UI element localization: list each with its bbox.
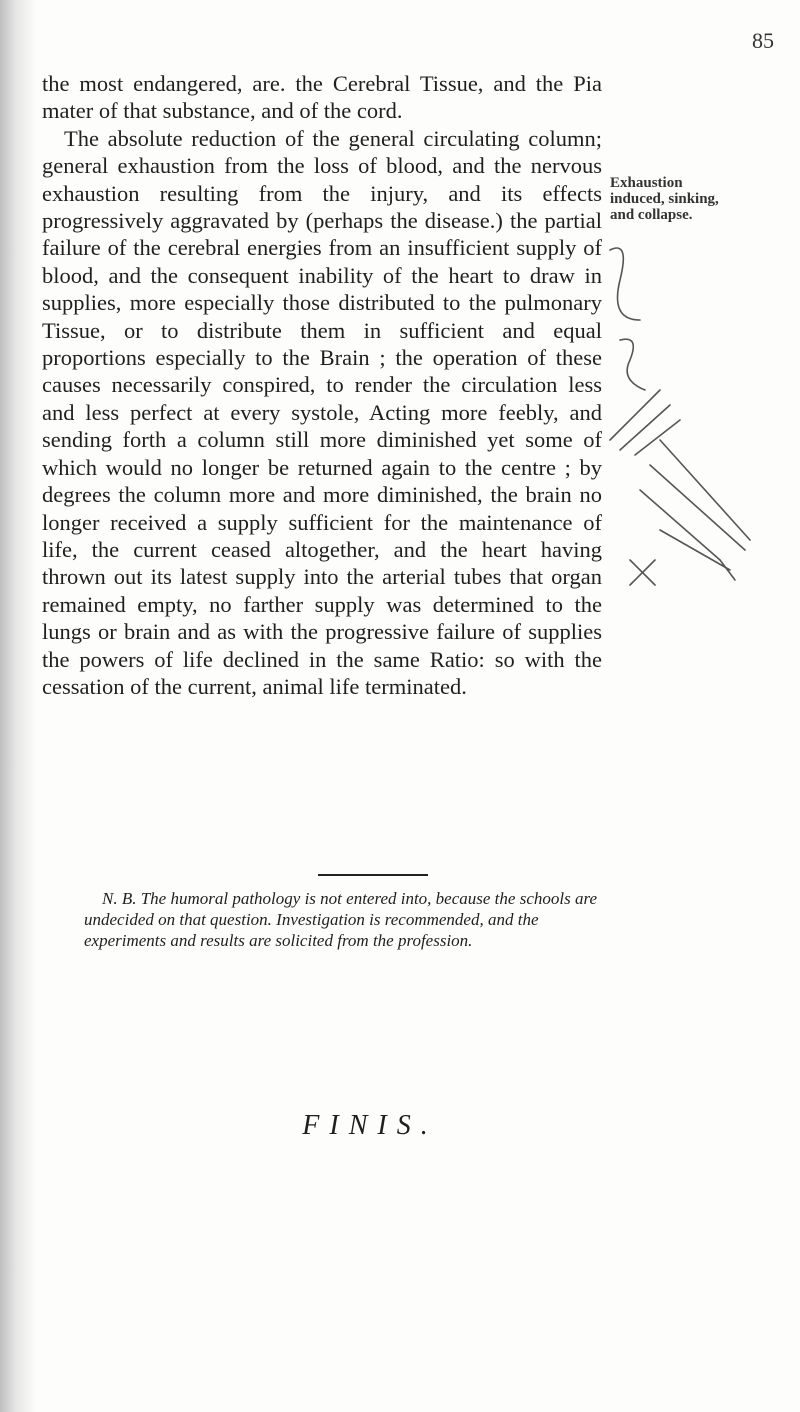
footnote <box>84 888 624 951</box>
page-number: 85 <box>752 28 774 53</box>
paragraph-1: the most endangered, are. the Cerebral Tissue, and the Pia mater of that substance, and of the cord. <box>42 71 602 124</box>
paragraph-2: The absolute reduction of the general circulating column; general exhaustion from the loss of blood, and the nervous exhaustion resulting from the injury, and its effects progressively aggravated by (perhaps the disease.) the partial failure of the cerebral energies from an insufficient supply of blood, and the consequent inability of the heart to draw in supplies, more especially those distributed to the pulmonary Tissue, or to distribute them in sufficient and equal proportions especially to the Brain ; the operation of these causes necessarily conspired, to render the circulation less and less perfect at every systole, Acting more feebly, and sending forth a column still more diminished yet some of which would no longer be returned again to the centre ; by degrees the column more and more diminished, the brain no longer received a supply sufficient for the maintenance of life, the current ceased altogether, and the heart having thrown out its latest supply into the arterial tubes that organ remained empty, no farther supply was determined to the lungs or brain and as with the progressive failure of supplies the powers of life declined in the same Ratio: so with the cessation of the current, animal life terminated. <box>42 125 602 699</box>
footnote-text: N. B. The humoral pathology is not entered into, because the schools are undecided on that question. Investigation is recommended, and the experiments and results are solicited from the profession. <box>84 889 597 950</box>
pencil-scribble-icon <box>600 240 760 780</box>
footnote-divider <box>318 874 428 876</box>
margin-note: Exhaustion induced, sinking, and collapse. <box>610 175 719 223</box>
main-text <box>42 70 602 700</box>
closing-word: FINIS. <box>302 1110 438 1141</box>
page-binding-shadow <box>0 0 36 1412</box>
